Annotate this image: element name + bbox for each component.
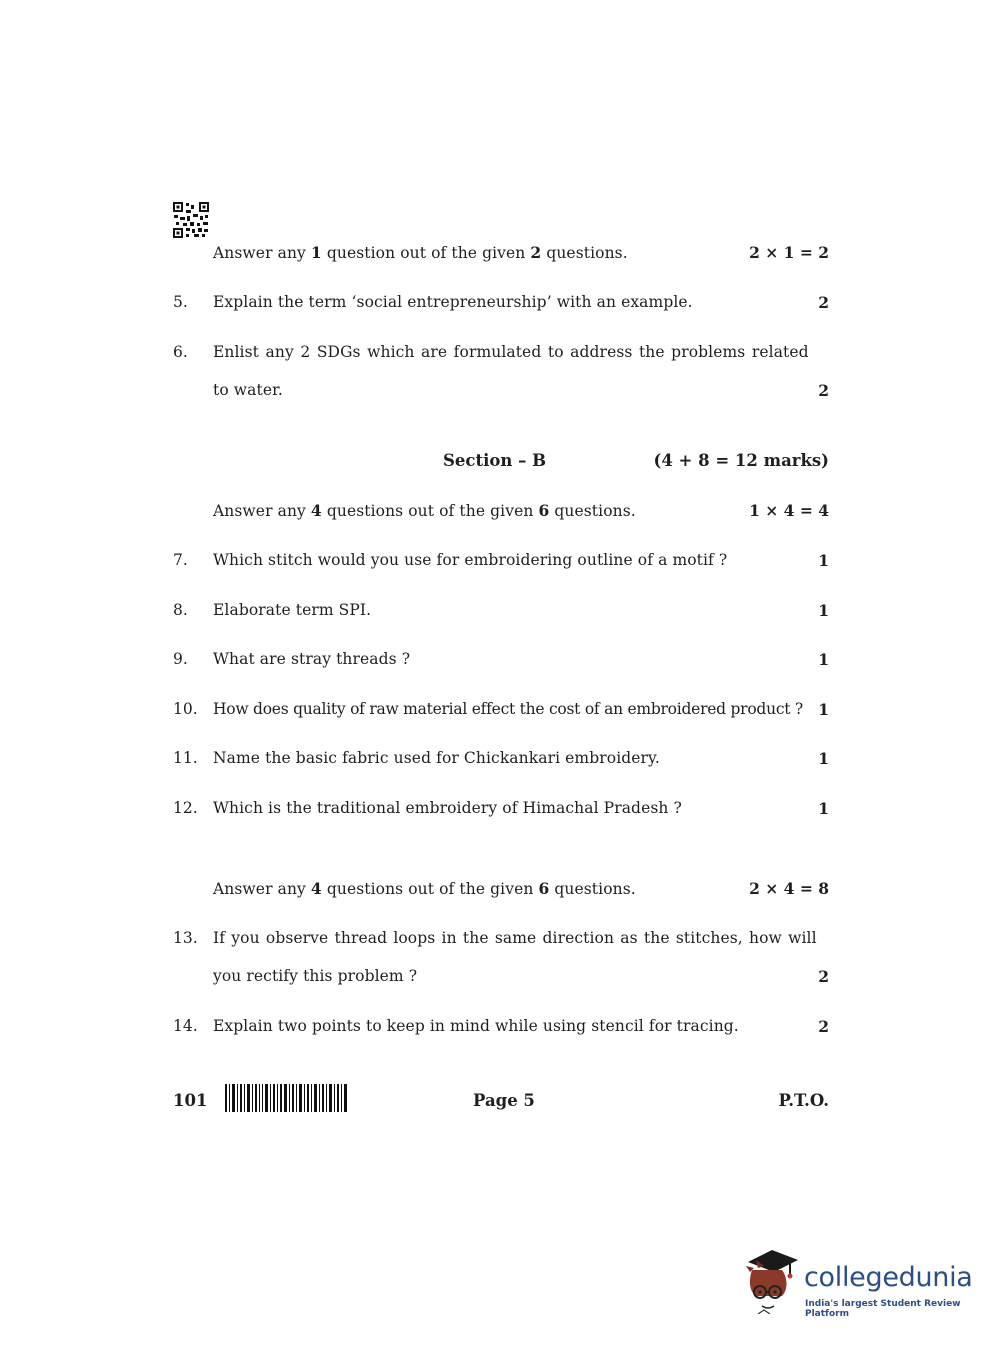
instruction-text: Answer any bbox=[213, 880, 311, 898]
question-text: Explain two points to keep in mind while using stencil for tracing. bbox=[213, 1017, 739, 1035]
question-text: How does quality of raw material effect the cost of an embroidered product ? bbox=[213, 700, 803, 718]
question-number: 10. bbox=[173, 700, 198, 718]
question-marks: 1 bbox=[818, 799, 829, 818]
instruction-text: questions out of the given bbox=[321, 502, 539, 520]
page-number: Page 5 bbox=[473, 1091, 535, 1110]
question-text: Elaborate term SPI. bbox=[213, 601, 372, 619]
instruction-sa2 bbox=[213, 243, 628, 262]
instruction-text: questions out of the given bbox=[321, 880, 539, 898]
question-text: What are stray threads ? bbox=[213, 650, 411, 668]
paper-code: 101 bbox=[173, 1091, 208, 1110]
instruction-count: 1 bbox=[310, 243, 322, 262]
instruction-total: 2 bbox=[530, 243, 542, 262]
marks-formula: 2 × 1 = 2 bbox=[749, 243, 829, 262]
question-text: Which stitch would you use for embroidering outline of a motif ? bbox=[213, 551, 728, 569]
question-text-cont: you rectify this problem ? bbox=[213, 967, 418, 985]
question-number: 7. bbox=[173, 551, 188, 569]
brand-name: collegedunia bbox=[804, 1262, 973, 1293]
question-number: 8. bbox=[173, 601, 188, 619]
instruction-text: questions. bbox=[541, 244, 628, 262]
instruction-text: Answer any bbox=[213, 502, 311, 520]
question-text: If you observe thread loops in the same direction as the stitches, how will bbox=[213, 929, 817, 947]
collegedunia-logo bbox=[742, 1248, 972, 1320]
instruction-count: 4 bbox=[310, 879, 322, 898]
question-marks: 1 bbox=[818, 601, 829, 620]
question-number: 6. bbox=[173, 343, 188, 361]
question-number: 14. bbox=[173, 1017, 198, 1035]
question-text-cont: to water. bbox=[213, 381, 283, 399]
mascot-icon bbox=[742, 1248, 802, 1314]
question-marks: 2 bbox=[818, 381, 829, 400]
question-marks: 2 bbox=[818, 293, 829, 312]
question-marks: 1 bbox=[818, 700, 829, 719]
question-number: 5. bbox=[173, 293, 188, 311]
instruction-total: 6 bbox=[538, 501, 550, 520]
question-marks: 1 bbox=[818, 551, 829, 570]
question-marks: 1 bbox=[818, 749, 829, 768]
question-number: 13. bbox=[173, 929, 198, 947]
instruction-total: 6 bbox=[538, 879, 550, 898]
instruction-text: questions. bbox=[549, 502, 636, 520]
instruction-text: question out of the given bbox=[321, 244, 531, 262]
section-title: Section – B bbox=[443, 451, 547, 470]
question-number: 9. bbox=[173, 650, 188, 668]
question-number: 11. bbox=[173, 749, 198, 767]
question-text: Explain the term ‘social entrepreneurship’ with an example. bbox=[213, 293, 693, 311]
brand-tagline: India's largest Student Review Platform bbox=[805, 1299, 961, 1319]
question-number: 12. bbox=[173, 799, 198, 817]
question-marks: 2 bbox=[818, 1017, 829, 1036]
instruction-count: 4 bbox=[310, 501, 322, 520]
question-text: Which is the traditional embroidery of Himachal Pradesh ? bbox=[213, 799, 682, 817]
instruction-text: questions. bbox=[549, 880, 636, 898]
instruction-sb1 bbox=[213, 501, 636, 520]
pto-label: P.T.O. bbox=[778, 1091, 829, 1110]
qr-code bbox=[172, 201, 210, 239]
instruction-text: Answer any bbox=[213, 244, 311, 262]
question-marks: 2 bbox=[818, 967, 829, 986]
marks-formula: 1 × 4 = 4 bbox=[749, 501, 829, 520]
barcode bbox=[225, 1084, 347, 1112]
instruction-sb2 bbox=[213, 879, 636, 898]
marks-formula: 2 × 4 = 8 bbox=[749, 879, 829, 898]
question-text: Enlist any 2 SDGs which are formulated to address the problems related bbox=[213, 343, 809, 361]
question-text: Name the basic fabric used for Chickankari embroidery. bbox=[213, 749, 660, 767]
section-marks-summary: (4 + 8 = 12 marks) bbox=[653, 451, 829, 470]
question-marks: 1 bbox=[818, 650, 829, 669]
